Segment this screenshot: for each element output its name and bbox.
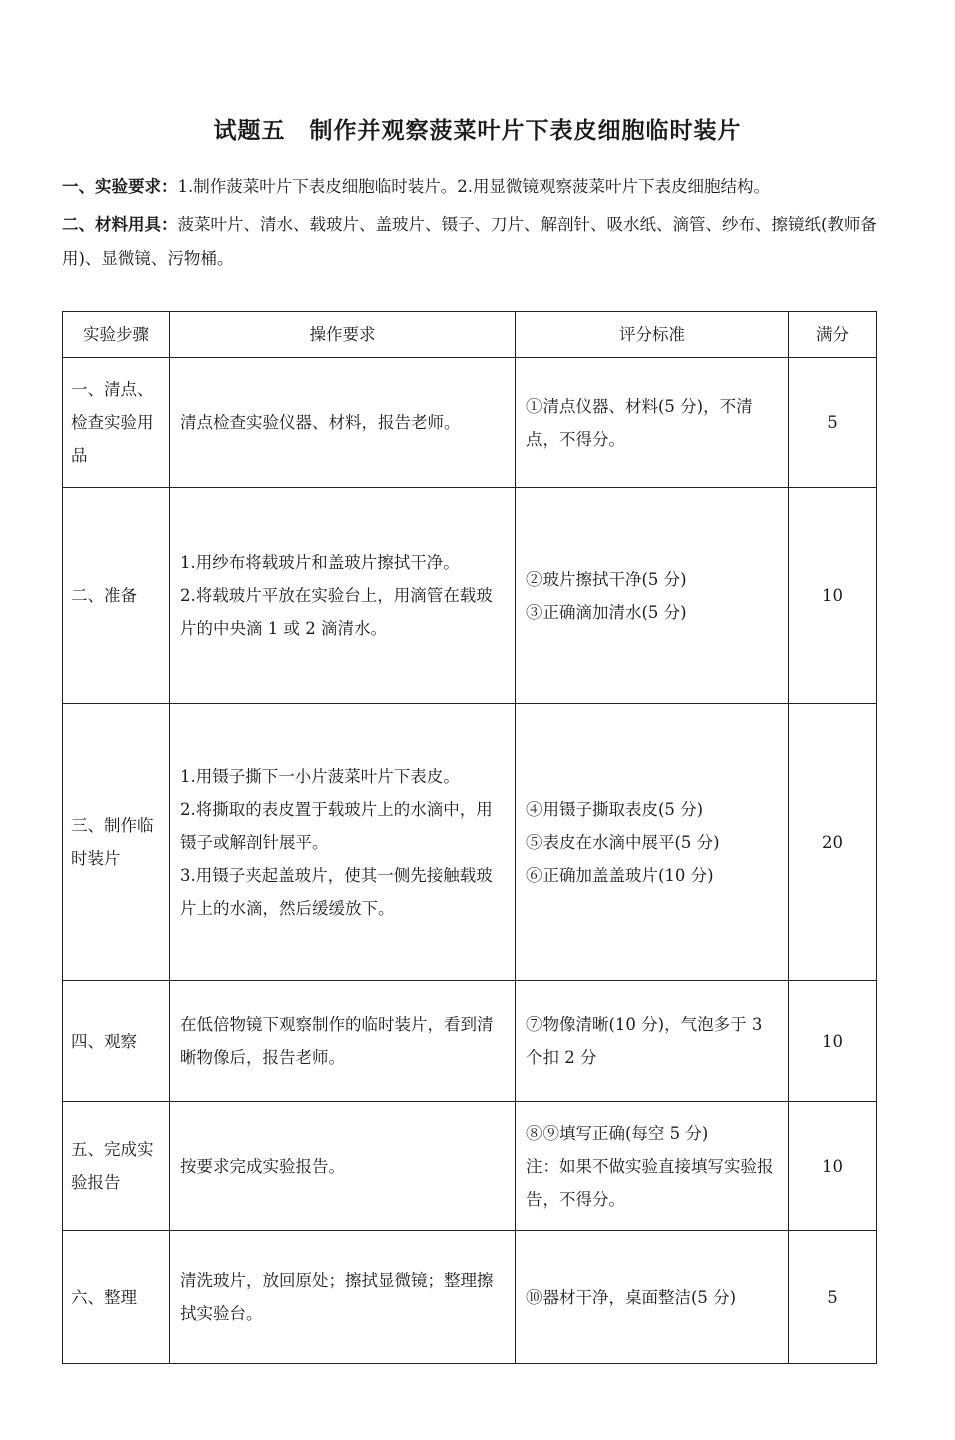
score-cell: 10: [789, 981, 877, 1102]
table-row: [63, 981, 877, 1102]
table-header-row: [63, 312, 877, 358]
requirements-label: 一、实验要求：: [62, 177, 178, 196]
criteria-cell: [516, 1231, 789, 1364]
criteria-cell: [516, 488, 789, 704]
table-row: [63, 358, 877, 488]
criteria-cell: [516, 358, 789, 488]
operation-text: 2.将载玻片平放在实验台上，用滴管在载玻片的中央滴 1 或 2 滴清水。: [180, 586, 493, 638]
operation-text: 清洗玻片，放回原处；擦拭显微镜；整理擦拭实验台。: [180, 1271, 494, 1323]
header-score: 满分: [789, 312, 877, 358]
criteria-text: ⑥正确加盖盖玻片(10 分): [526, 865, 714, 885]
page-title: 试题五 制作并观察菠菜叶片下表皮细胞临时装片: [213, 118, 742, 144]
materials-label: 二、材料用具：: [62, 215, 178, 234]
materials-text: 菠菜叶片、清水、载玻片、盖玻片、镊子、刀片、解剖针、吸水纸、滴管、纱布、擦镜纸(教师备用)、显微镜、污物桶。: [62, 215, 877, 268]
criteria-text: ④用镊子撕取表皮(5 分): [526, 799, 704, 819]
operation-cell: [170, 981, 516, 1102]
header-operation: 操作要求: [170, 312, 516, 358]
criteria-text: ⑧⑨填写正确(每空 5 分): [526, 1123, 709, 1143]
score-cell: 5: [789, 358, 877, 488]
operation-text: 在低倍物镜下观察制作的临时装片，看到清晰物像后，报告老师。: [180, 1015, 494, 1067]
criteria-cell: [516, 704, 789, 981]
materials-line: [62, 208, 882, 276]
operation-text: 2.将撕取的表皮置于载玻片上的水滴中，用镊子或解剖针展平。: [180, 799, 493, 852]
table-row: [63, 1231, 877, 1364]
operation-text: 1.用镊子撕下一小片菠菜叶片下表皮。: [180, 766, 460, 786]
operation-cell: [170, 704, 516, 981]
table-row: [63, 488, 877, 704]
operation-text: 清点检查实验仪器、材料，报告老师。: [180, 413, 461, 432]
scoring-table: [62, 311, 877, 1364]
criteria-text: ⑩器材干净，桌面整洁(5 分): [526, 1287, 737, 1307]
step-cell: 五、完成实验报告: [63, 1102, 170, 1231]
score-cell: 10: [789, 1102, 877, 1231]
requirements-line: [62, 170, 882, 204]
operation-text: 按要求完成实验报告。: [180, 1156, 345, 1176]
operation-text: 3.用镊子夹起盖玻片，使其一侧先接触载玻片上的水滴，然后缓缓放下。: [180, 865, 493, 918]
step-cell: 一、清点、检查实验用品: [63, 358, 170, 488]
operation-cell: [170, 1102, 516, 1231]
header-criteria: 评分标准: [516, 312, 789, 358]
table-row: [63, 704, 877, 981]
step-cell: 四、观察: [63, 981, 170, 1102]
requirements-text: 1.制作菠菜叶片下表皮细胞临时装片。2.用显微镜观察菠菜叶片下表皮细胞结构。: [177, 177, 770, 196]
criteria-text: ①清点仪器、材料(5 分)，不清点，不得分。: [526, 396, 753, 449]
criteria-text: 注：如果不做实验直接填写实验报告，不得分。: [526, 1156, 774, 1209]
criteria-text: ⑦物像清晰(10 分)，气泡多于 3 个扣 2 分: [526, 1015, 763, 1067]
table-row: [63, 1102, 877, 1231]
criteria-cell: [516, 1102, 789, 1231]
score-cell: 5: [789, 1231, 877, 1364]
step-cell: 三、制作临时装片: [63, 704, 170, 981]
header-step: 实验步骤: [63, 312, 170, 358]
score-cell: 10: [789, 488, 877, 704]
operation-cell: [170, 358, 516, 488]
step-cell: 六、整理: [63, 1231, 170, 1364]
step-cell: 二、准备: [63, 488, 170, 704]
score-cell: 20: [789, 704, 877, 981]
criteria-text: ③正确滴加清水(5 分): [526, 602, 687, 622]
criteria-text: ⑤表皮在水滴中展平(5 分): [526, 832, 720, 852]
operation-cell: [170, 488, 516, 704]
criteria-text: ②玻片擦拭干净(5 分): [526, 569, 687, 589]
criteria-cell: [516, 981, 789, 1102]
operation-text: 1.用纱布将载玻片和盖玻片擦拭干净。: [180, 553, 460, 572]
operation-cell: [170, 1231, 516, 1364]
